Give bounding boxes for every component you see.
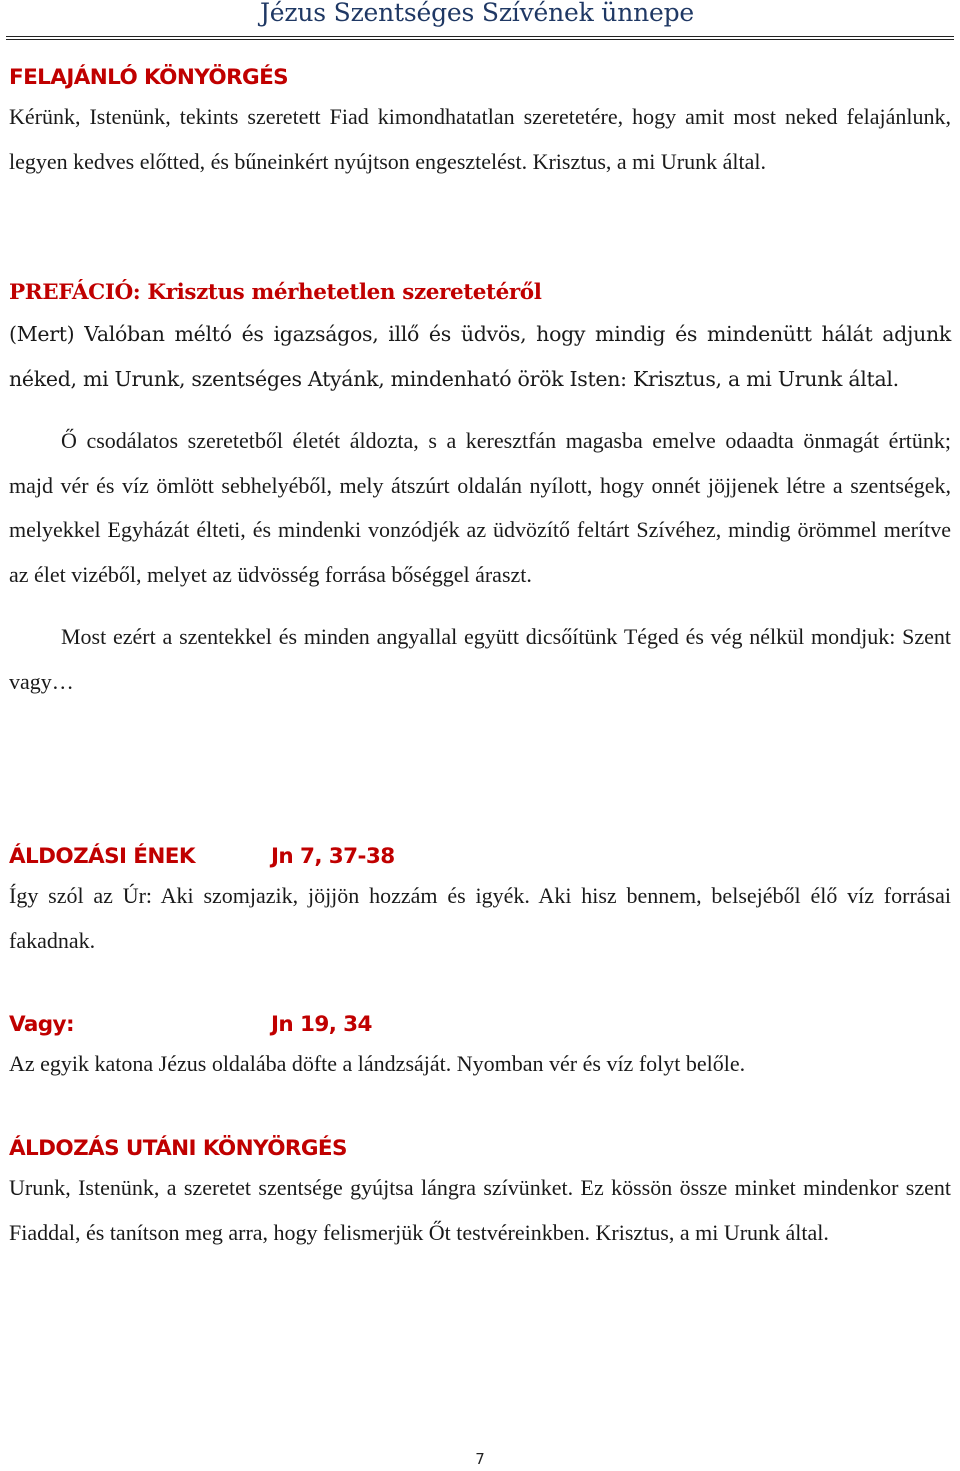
alternative-label: Vagy: [9,1012,74,1037]
communion-reference: Jn 7, 37-38 [271,844,395,869]
offertory-text: Kérünk, Istenünk, tekints szeretett Fiad kimondhatatlan szeretetére, hogy amit most neked felajánlunk, legyen kedves előtted, és bűneinkért nyújtson engesztelést. Krisztus, a mi Urunk által. [9,104,951,174]
postcommunion-text: Urunk, Istenünk, a szeretet szentsége gyújtsa lángra szívünket. Ez kössön össze minket mindenkor szent Fiaddal, és tanítson meg arra, hogy felismerjük Őt testvéreinkben. Krisztus, a mi Urunk által. [9,1175,951,1245]
preface-heading: PREFÁCIÓ: Krisztus mérhetetlen szeretetéről [9,280,542,305]
header-rule [6,36,954,40]
alternative-heading [9,1010,951,1040]
postcommunion-heading: ÁLDOZÁS UTÁNI KÖNYÖRGÉS [9,1136,347,1161]
section-postcommunion [9,1134,951,1255]
header-title: Jézus Szentséges Szívének ünnepe [259,0,694,27]
preface-paragraph-3: Most ezért a szentekkel és minden angyallal együtt dicsőítünk Téged és vég nélkül mondjuk: Szent vagy… [9,624,951,694]
alternative-reference: Jn 19, 34 [271,1012,372,1037]
section-communion [9,842,951,963]
offertory-heading: FELAJÁNLÓ KÖNYÖRGÉS [9,65,289,90]
section-offertory [9,63,951,184]
communion-heading [9,842,951,872]
preface-paragraph-1: (Mert) Valóban méltó és igazságos, illő és üdvös, hogy mindig és mindenütt hálát adjunk néked, mi Urunk, szentséges Atyánk, mindenható örök Isten: Krisztus, a mi Urunk által. [9,322,951,391]
preface-paragraph-2: Ő csodálatos szeretetből életét áldozta, s a keresztfán magasba emelve odaadta önmagát értünk; majd vér és víz ömlött sebhelyéből, mely átszúrt oldalán nyílott, hogy onnét jöjjenek létre a szentségek, melyekkel Egyházát élteti, és mindenki vonzódjék az üdvözítő feltárt Szívéhez, mindig örömmel merítve az élet vizéből, melyet az üdvösség forrása bőséggel áraszt. [9,428,951,587]
alternative-text: Az egyik katona Jézus oldalába döfte a lándzsáját. Nyomban vér és víz folyt belőle. [9,1051,746,1076]
page-header [0,0,960,40]
communion-text: Így szól az Úr: Aki szomjazik, jöjjön hozzám és igyék. Aki hisz bennem, belsejéből élő víz forrásai fakadnak. [9,883,951,953]
communion-label: ÁLDOZÁSI ÉNEK [9,844,195,869]
page-number: 7 [475,1450,485,1468]
section-preface [9,278,951,704]
section-alternative [9,1010,951,1087]
